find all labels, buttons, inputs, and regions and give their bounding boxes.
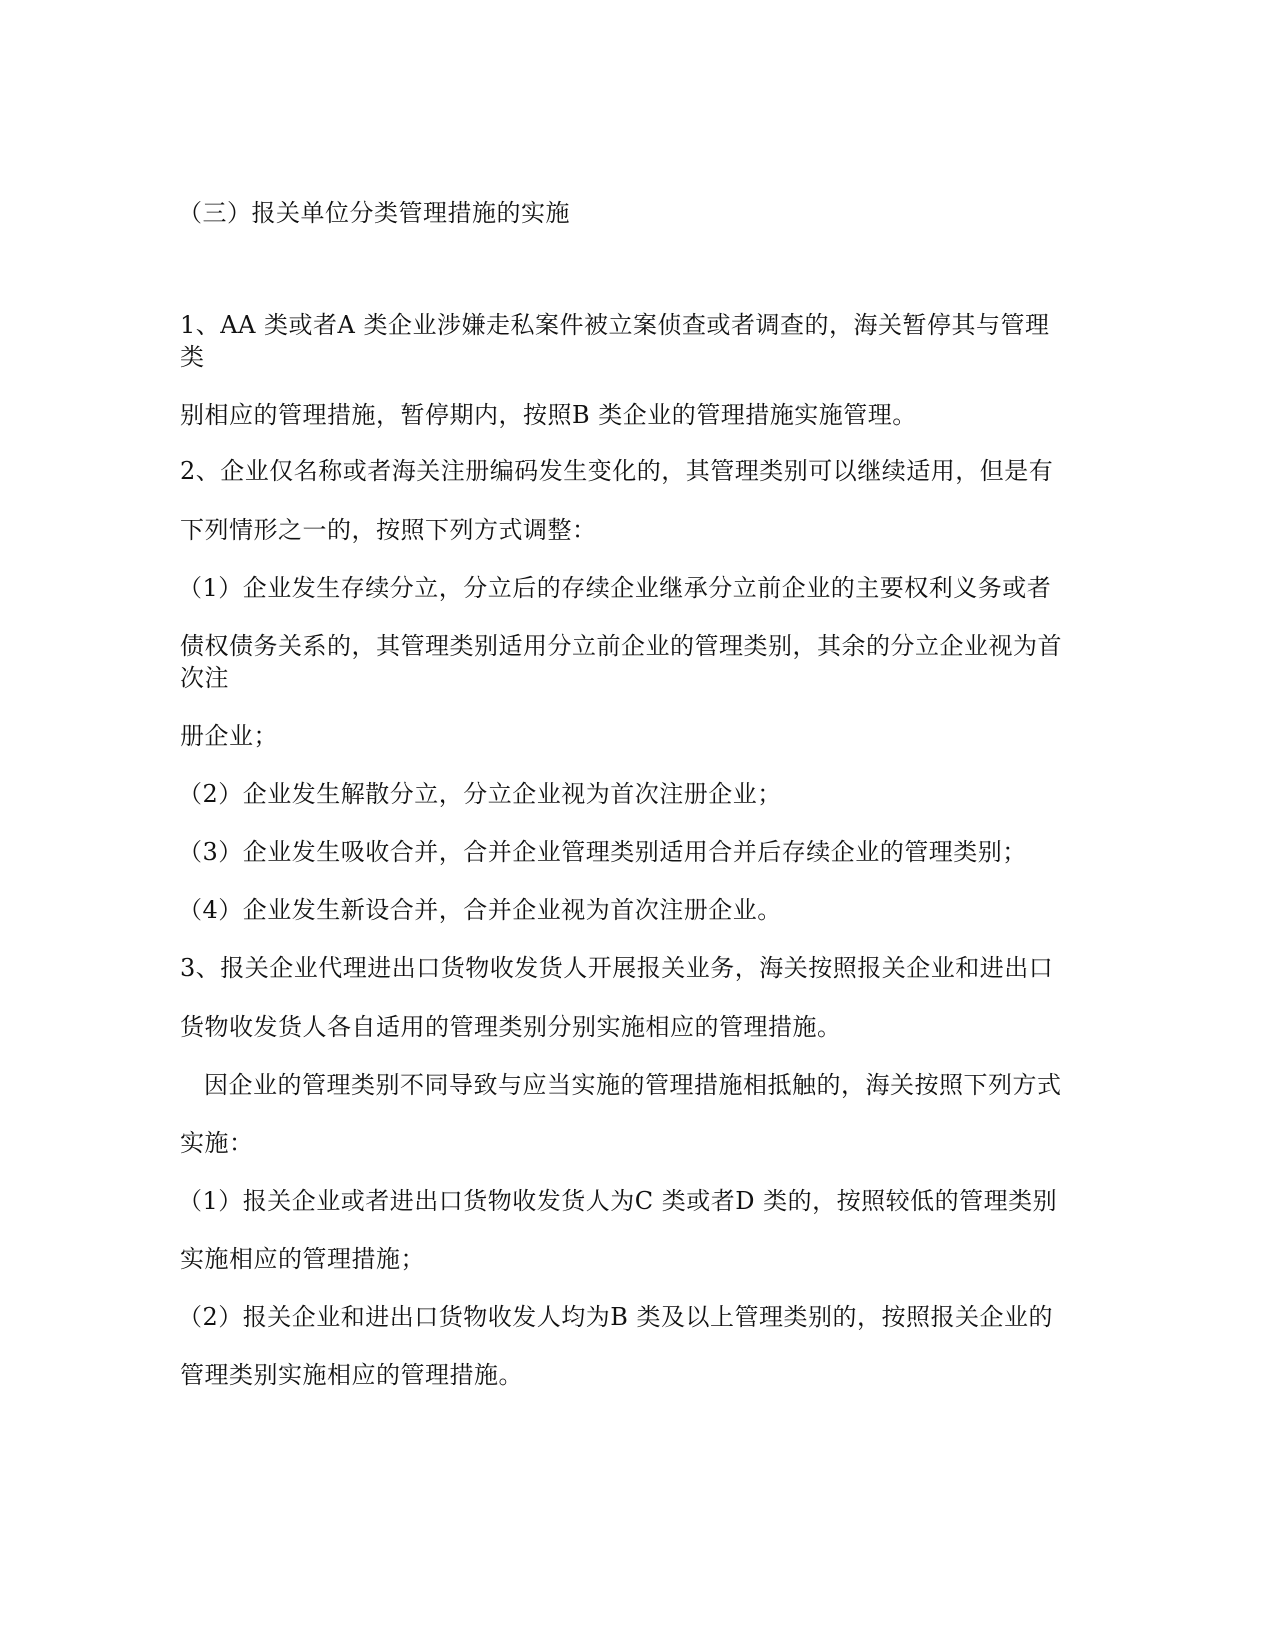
paragraph-line: 3、报关企业代理进出口货物收发货人开展报关业务，海关按照报关企业和进出口	[180, 954, 1054, 982]
paragraph-line: 次注	[180, 664, 229, 692]
paragraph-line: 实施：	[180, 1129, 254, 1157]
paragraph-line: （1）企业发生存续分立，分立后的存续企业继承分立前企业的主要权利义务或者	[178, 574, 1052, 602]
paragraph-line: （2）报关企业和进出口货物收发人均为B 类及以上管理类别的，按照报关企业的	[178, 1303, 1054, 1331]
paragraph-line: （1）报关企业或者进出口货物收发货人为C 类或者D 类的，按照较低的管理类别	[178, 1187, 1058, 1215]
paragraph-line: 货物收发货人各自适用的管理类别分别实施相应的管理措施。	[180, 1013, 842, 1041]
paragraph-line: 1、AA 类或者A 类企业涉嫌走私案件被立案侦查或者调查的，海关暂停其与管理	[180, 311, 1050, 339]
paragraph-line: 类	[180, 343, 205, 371]
paragraph-line: 实施相应的管理措施；	[180, 1245, 425, 1273]
paragraph-line: （3）企业发生吸收合并，合并企业管理类别适用合并后存续企业的管理类别；	[178, 838, 1027, 866]
paragraph-line: 册企业；	[180, 722, 278, 750]
paragraph-line: 2、企业仅名称或者海关注册编码发生变化的，其管理类别可以继续适用，但是有	[180, 457, 1054, 485]
paragraph-line: 下列情形之一的，按照下列方式调整：	[180, 516, 597, 544]
section-heading: （三）报关单位分类管理措施的实施	[178, 199, 570, 227]
paragraph-line: （4）企业发生新设合并，合并企业视为首次注册企业。	[178, 896, 782, 924]
paragraph-line: 因企业的管理类别不同导致与应当实施的管理措施相抵触的，海关按照下列方式	[204, 1071, 1062, 1099]
paragraph-line: 别相应的管理措施，暂停期内，按照B 类企业的管理措施实施管理。	[180, 401, 917, 429]
paragraph-line: （2）企业发生解散分立，分立企业视为首次注册企业；	[178, 780, 782, 808]
paragraph-line: 管理类别实施相应的管理措施。	[180, 1361, 523, 1389]
paragraph-line: 债权债务关系的，其管理类别适用分立前企业的管理类别，其余的分立企业视为首	[180, 632, 1062, 660]
